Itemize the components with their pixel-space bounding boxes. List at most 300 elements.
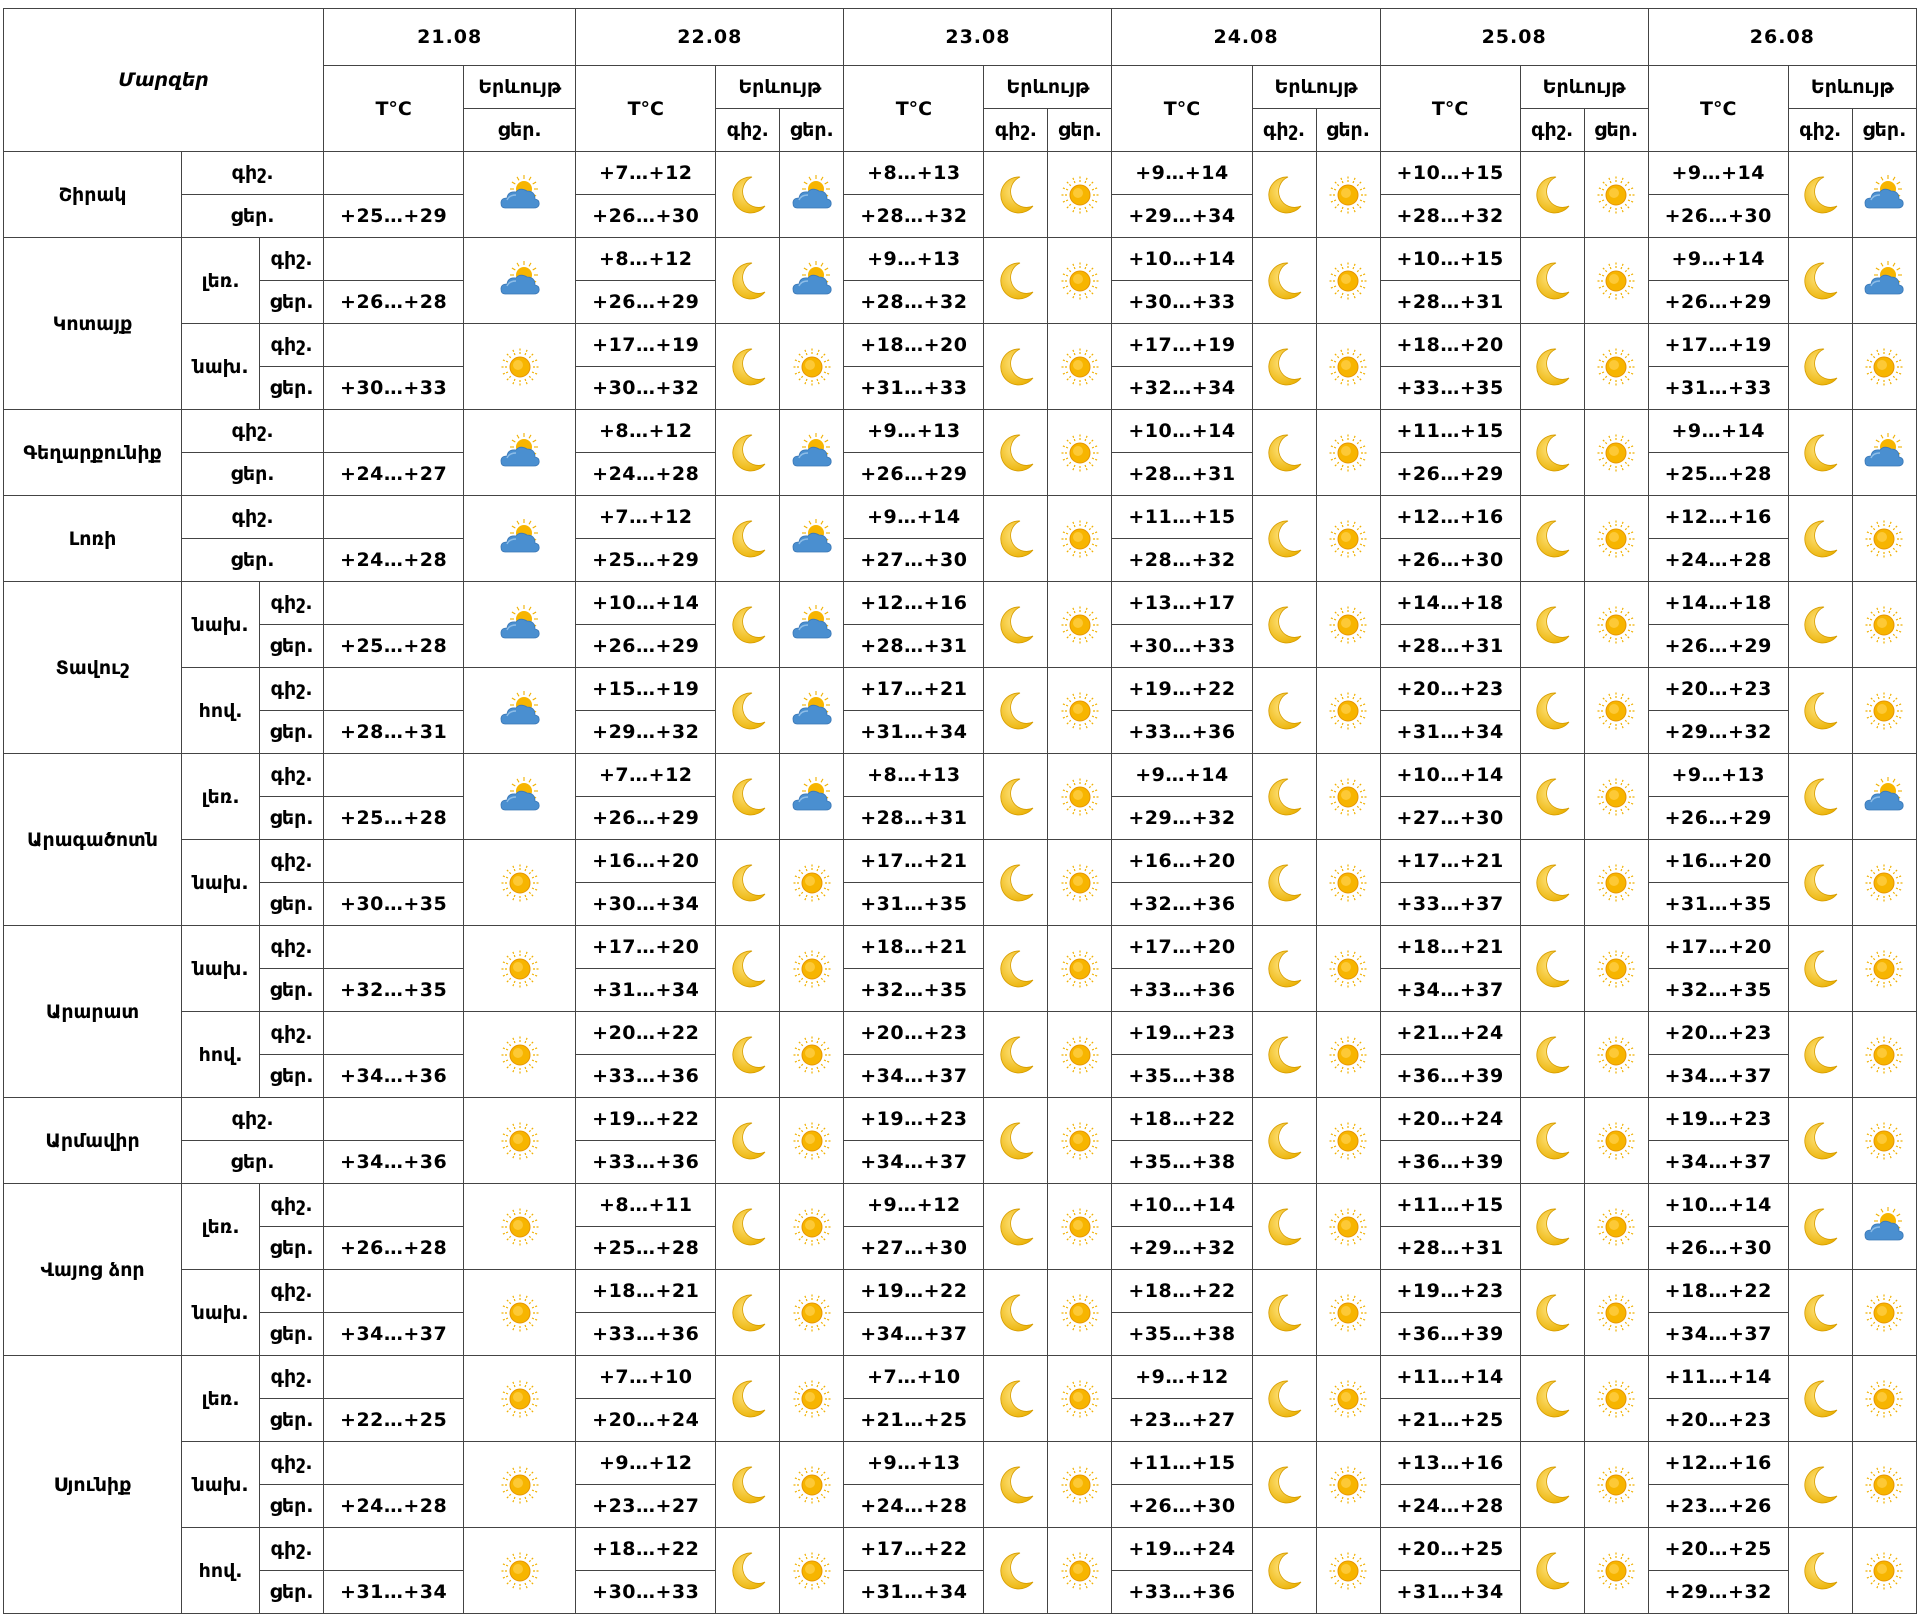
day-label: ցեր. [260, 711, 324, 754]
day-temp: +29…+34 [1112, 195, 1252, 238]
zone-name: լեռ. [182, 1356, 260, 1442]
night-phenomenon [716, 496, 780, 582]
zone-name: լեռ. [182, 754, 260, 840]
sun-icon [1593, 774, 1639, 820]
day-phenomenon [464, 840, 576, 926]
night-temp [324, 582, 464, 625]
day-label: ցեր. [182, 195, 324, 238]
moon-icon [1261, 1376, 1307, 1422]
night-subheader: գիշ. [1788, 109, 1852, 152]
sun-icon [1593, 1032, 1639, 1078]
night-phenomenon [984, 1012, 1048, 1098]
day-temp: +33…+36 [576, 1141, 716, 1184]
night-phenomenon [716, 1528, 780, 1614]
phenomenon-col-header: Երևույթ [464, 66, 576, 109]
phenomenon-col-header: Երևույթ [1252, 66, 1380, 109]
night-temp: +7…+12 [576, 754, 716, 797]
partly-cloudy-icon [1861, 258, 1907, 304]
moon-icon [993, 1118, 1039, 1164]
sun-icon [789, 860, 835, 906]
sun-icon [1593, 688, 1639, 734]
day-phenomenon [464, 410, 576, 496]
sun-icon [1325, 1204, 1371, 1250]
day-phenomenon [464, 238, 576, 324]
partly-cloudy-icon [789, 430, 835, 476]
sun-icon [497, 946, 543, 992]
night-phenomenon [984, 238, 1048, 324]
night-phenomenon [1788, 324, 1852, 410]
night-temp: +17…+21 [844, 840, 984, 883]
moon-icon [1797, 1376, 1843, 1422]
partly-cloudy-icon [497, 774, 543, 820]
day-temp: +25…+29 [576, 539, 716, 582]
night-temp: +19…+24 [1112, 1528, 1252, 1571]
night-phenomenon [716, 1270, 780, 1356]
day-phenomenon [1584, 324, 1648, 410]
night-phenomenon [984, 1528, 1048, 1614]
sun-icon [497, 1204, 543, 1250]
day-label: ցեր. [260, 1571, 324, 1614]
day-phenomenon [1852, 324, 1916, 410]
sun-icon [1057, 688, 1103, 734]
night-phenomenon [1520, 1184, 1584, 1270]
day-phenomenon [780, 1442, 844, 1528]
day-temp: +30…+33 [1112, 625, 1252, 668]
day-temp: +24…+28 [1380, 1485, 1520, 1528]
day-phenomenon [1852, 926, 1916, 1012]
day-temp: +34…+37 [844, 1055, 984, 1098]
night-temp: +18…+22 [576, 1528, 716, 1571]
night-phenomenon [716, 1442, 780, 1528]
moon-icon [1529, 1548, 1575, 1594]
sun-icon [497, 344, 543, 390]
day-phenomenon [780, 1098, 844, 1184]
moon-icon [1529, 430, 1575, 476]
temp-col-header: T°C [844, 66, 984, 152]
night-temp: +9…+14 [1112, 152, 1252, 195]
sun-icon [1325, 1118, 1371, 1164]
moon-icon [1797, 946, 1843, 992]
moon-icon [1529, 1376, 1575, 1422]
day-phenomenon [1852, 1270, 1916, 1356]
day-temp: +31…+34 [324, 1571, 464, 1614]
moon-icon [993, 688, 1039, 734]
day-phenomenon [1048, 1098, 1112, 1184]
night-label: գիշ. [260, 926, 324, 969]
night-label: գիշ. [182, 496, 324, 539]
day-phenomenon [1584, 410, 1648, 496]
night-phenomenon [1252, 410, 1316, 496]
night-phenomenon [1252, 324, 1316, 410]
region-name: Արմավիր [4, 1098, 182, 1184]
day-phenomenon [464, 1098, 576, 1184]
day-temp: +30…+33 [1112, 281, 1252, 324]
day-label: ցեր. [260, 797, 324, 840]
sun-icon [497, 1376, 543, 1422]
day-phenomenon [780, 1356, 844, 1442]
night-phenomenon [1788, 1270, 1852, 1356]
day-phenomenon [780, 840, 844, 926]
moon-icon [1797, 258, 1843, 304]
day-phenomenon [1048, 668, 1112, 754]
moon-icon [725, 860, 771, 906]
day-phenomenon [780, 1012, 844, 1098]
night-temp: +14…+18 [1648, 582, 1788, 625]
day-temp: +34…+36 [324, 1141, 464, 1184]
night-subheader: գիշ. [1252, 109, 1316, 152]
day-phenomenon [1048, 1184, 1112, 1270]
night-temp: +20…+23 [844, 1012, 984, 1055]
sun-icon [1593, 430, 1639, 476]
day-temp: +31…+33 [1648, 367, 1788, 410]
day-phenomenon [780, 1184, 844, 1270]
moon-icon [1261, 1290, 1307, 1336]
moon-icon [1529, 1118, 1575, 1164]
night-temp: +17…+19 [1648, 324, 1788, 367]
day-temp: +28…+32 [1112, 539, 1252, 582]
day-phenomenon [1584, 754, 1648, 840]
phenomenon-col-header: Երևույթ [984, 66, 1112, 109]
night-label: գիշ. [260, 582, 324, 625]
night-temp: +17…+19 [576, 324, 716, 367]
day-subheader: ցեր. [780, 109, 844, 152]
day-phenomenon [1316, 152, 1380, 238]
sun-icon [1325, 430, 1371, 476]
night-phenomenon [716, 1356, 780, 1442]
day-label: ցեր. [182, 1141, 324, 1184]
sun-icon [1593, 1548, 1639, 1594]
partly-cloudy-icon [1861, 774, 1907, 820]
day-temp: +29…+32 [1648, 1571, 1788, 1614]
region-name: Սյունիք [4, 1356, 182, 1614]
sun-icon [497, 1118, 543, 1164]
day-temp: +29…+32 [1648, 711, 1788, 754]
day-phenomenon [1048, 152, 1112, 238]
night-temp: +7…+12 [576, 496, 716, 539]
night-phenomenon [1252, 1270, 1316, 1356]
night-temp: +9…+14 [844, 496, 984, 539]
moon-icon [725, 258, 771, 304]
moon-icon [1261, 688, 1307, 734]
day-label: ցեր. [260, 1055, 324, 1098]
sun-icon [1861, 860, 1907, 906]
day-temp: +26…+29 [576, 625, 716, 668]
day-phenomenon [1316, 496, 1380, 582]
sun-icon [1057, 1204, 1103, 1250]
moon-icon [993, 1462, 1039, 1508]
night-temp [324, 410, 464, 453]
sun-icon [1861, 1032, 1907, 1078]
sun-icon [1057, 1118, 1103, 1164]
night-temp: +15…+19 [576, 668, 716, 711]
day-temp: +26…+29 [576, 281, 716, 324]
sun-icon [1325, 172, 1371, 218]
moon-icon [725, 1376, 771, 1422]
night-temp: +19…+23 [1648, 1098, 1788, 1141]
night-temp [324, 496, 464, 539]
sun-icon [789, 1204, 835, 1250]
night-temp [324, 324, 464, 367]
day-label: ցեր. [260, 281, 324, 324]
date-header: 24.08 [1112, 9, 1380, 66]
moon-icon [993, 430, 1039, 476]
day-temp: +26…+28 [324, 281, 464, 324]
night-temp [324, 926, 464, 969]
sun-icon [1325, 1290, 1371, 1336]
day-subheader: ցեր. [1584, 109, 1648, 152]
partly-cloudy-icon [497, 602, 543, 648]
moon-icon [1797, 516, 1843, 562]
day-phenomenon [1584, 1012, 1648, 1098]
night-phenomenon [1788, 582, 1852, 668]
day-phenomenon [1048, 1442, 1112, 1528]
night-temp: +16…+20 [1112, 840, 1252, 883]
day-subheader: ցեր. [1316, 109, 1380, 152]
night-phenomenon [984, 926, 1048, 1012]
night-phenomenon [716, 840, 780, 926]
sun-icon [789, 1376, 835, 1422]
moon-icon [1529, 1032, 1575, 1078]
sun-icon [1057, 774, 1103, 820]
sun-icon [789, 1548, 835, 1594]
night-temp: +16…+20 [1648, 840, 1788, 883]
day-phenomenon [1048, 496, 1112, 582]
moon-icon [993, 1548, 1039, 1594]
moon-icon [1797, 1462, 1843, 1508]
day-phenomenon [1852, 1098, 1916, 1184]
moon-icon [1529, 344, 1575, 390]
moon-icon [1797, 1032, 1843, 1078]
day-temp: +20…+24 [576, 1399, 716, 1442]
night-phenomenon [984, 1184, 1048, 1270]
day-temp: +34…+37 [1648, 1313, 1788, 1356]
region-name: Վայոց ձոր [4, 1184, 182, 1356]
night-label: գիշ. [182, 152, 324, 195]
day-temp: +34…+36 [324, 1055, 464, 1098]
night-temp [324, 840, 464, 883]
day-phenomenon [780, 582, 844, 668]
day-phenomenon [780, 152, 844, 238]
day-temp: +34…+37 [1380, 969, 1520, 1012]
moon-icon [725, 946, 771, 992]
night-temp: +17…+21 [1380, 840, 1520, 883]
day-phenomenon [780, 324, 844, 410]
day-temp: +26…+30 [1648, 195, 1788, 238]
moon-icon [725, 1032, 771, 1078]
moon-icon [1797, 1548, 1843, 1594]
day-temp: +23…+27 [576, 1485, 716, 1528]
night-phenomenon [1252, 840, 1316, 926]
partly-cloudy-icon [789, 172, 835, 218]
night-temp: +9…+14 [1112, 754, 1252, 797]
moon-icon [725, 1118, 771, 1164]
moon-icon [1529, 946, 1575, 992]
night-phenomenon [1788, 1528, 1852, 1614]
night-phenomenon [1520, 1270, 1584, 1356]
day-label: ցեր. [260, 1485, 324, 1528]
sun-icon [1325, 946, 1371, 992]
night-phenomenon [1520, 410, 1584, 496]
day-temp: +22…+25 [324, 1399, 464, 1442]
day-phenomenon [1316, 754, 1380, 840]
night-phenomenon [984, 840, 1048, 926]
moon-icon [993, 172, 1039, 218]
day-temp: +34…+37 [844, 1313, 984, 1356]
sun-icon [497, 1462, 543, 1508]
night-phenomenon [1252, 1442, 1316, 1528]
sun-icon [1861, 1376, 1907, 1422]
night-temp: +19…+22 [844, 1270, 984, 1313]
sun-icon [1861, 344, 1907, 390]
moon-icon [993, 516, 1039, 562]
night-temp: +20…+23 [1380, 668, 1520, 711]
day-temp: +26…+29 [1648, 625, 1788, 668]
moon-icon [993, 602, 1039, 648]
date-header: 25.08 [1380, 9, 1648, 66]
day-phenomenon [1852, 152, 1916, 238]
zone-name: նախ. [182, 840, 260, 926]
region-name: Շիրակ [4, 152, 182, 238]
night-phenomenon [1252, 1184, 1316, 1270]
day-temp: +28…+31 [1380, 281, 1520, 324]
night-phenomenon [1252, 1528, 1316, 1614]
night-temp: +17…+20 [576, 926, 716, 969]
partly-cloudy-icon [789, 516, 835, 562]
day-temp: +35…+38 [1112, 1313, 1252, 1356]
night-phenomenon [984, 152, 1048, 238]
phenomenon-col-header: Երևույթ [716, 66, 844, 109]
day-phenomenon [1316, 1012, 1380, 1098]
day-subheader: ցեր. [1048, 109, 1112, 152]
night-phenomenon [1520, 1012, 1584, 1098]
moon-icon [993, 344, 1039, 390]
day-temp: +28…+31 [844, 797, 984, 840]
night-phenomenon [716, 152, 780, 238]
night-phenomenon [716, 1012, 780, 1098]
day-phenomenon [1316, 238, 1380, 324]
day-phenomenon [1316, 1528, 1380, 1614]
night-phenomenon [1252, 1012, 1316, 1098]
day-label: ցեր. [260, 883, 324, 926]
day-phenomenon [1316, 1356, 1380, 1442]
sun-icon [1325, 1462, 1371, 1508]
night-phenomenon [1788, 668, 1852, 754]
day-label: ցեր. [182, 539, 324, 582]
night-phenomenon [1788, 754, 1852, 840]
day-temp: +28…+32 [844, 281, 984, 324]
day-temp: +29…+32 [576, 711, 716, 754]
night-label: գիշ. [260, 668, 324, 711]
day-temp: +36…+39 [1380, 1055, 1520, 1098]
day-temp: +33…+37 [1380, 883, 1520, 926]
night-temp: +18…+21 [1380, 926, 1520, 969]
region-name: Գեղարքունիք [4, 410, 182, 496]
moon-icon [1797, 860, 1843, 906]
sun-icon [1057, 1032, 1103, 1078]
night-phenomenon [1788, 1012, 1852, 1098]
night-phenomenon [1788, 496, 1852, 582]
sun-icon [1325, 602, 1371, 648]
sun-icon [1861, 602, 1907, 648]
moon-icon [993, 860, 1039, 906]
night-phenomenon [984, 1098, 1048, 1184]
night-temp: +17…+21 [844, 668, 984, 711]
region-name: Արարատ [4, 926, 182, 1098]
zone-name: լեռ. [182, 238, 260, 324]
day-phenomenon [1852, 238, 1916, 324]
night-phenomenon [1252, 238, 1316, 324]
night-phenomenon [1788, 1098, 1852, 1184]
zone-name: նախ. [182, 324, 260, 410]
moon-icon [993, 1290, 1039, 1336]
sun-icon [1593, 1376, 1639, 1422]
day-phenomenon [1852, 1012, 1916, 1098]
night-temp: +19…+22 [576, 1098, 716, 1141]
night-temp: +11…+15 [1380, 1184, 1520, 1227]
night-temp: +9…+13 [844, 1442, 984, 1485]
day-temp: +31…+35 [1648, 883, 1788, 926]
night-phenomenon [1788, 238, 1852, 324]
night-temp: +11…+15 [1112, 496, 1252, 539]
day-temp: +26…+30 [576, 195, 716, 238]
day-temp: +26…+29 [576, 797, 716, 840]
sun-icon [1593, 1290, 1639, 1336]
day-temp: +33…+36 [1112, 1571, 1252, 1614]
partly-cloudy-icon [497, 258, 543, 304]
night-temp [324, 1098, 464, 1141]
moon-icon [1529, 1290, 1575, 1336]
night-phenomenon [1252, 754, 1316, 840]
sun-icon [497, 1548, 543, 1594]
moon-icon [725, 344, 771, 390]
night-phenomenon [1788, 410, 1852, 496]
moon-icon [1797, 1118, 1843, 1164]
day-phenomenon [1852, 1442, 1916, 1528]
night-phenomenon [716, 754, 780, 840]
night-label: գիշ. [260, 1184, 324, 1227]
night-phenomenon [1788, 152, 1852, 238]
moon-icon [993, 258, 1039, 304]
day-temp: +28…+31 [324, 711, 464, 754]
moon-icon [1261, 1462, 1307, 1508]
partly-cloudy-icon [789, 774, 835, 820]
night-phenomenon [984, 754, 1048, 840]
night-temp: +17…+19 [1112, 324, 1252, 367]
day-temp: +31…+34 [844, 711, 984, 754]
sun-icon [1325, 860, 1371, 906]
moon-icon [1261, 860, 1307, 906]
night-phenomenon [984, 668, 1048, 754]
day-phenomenon [464, 1528, 576, 1614]
day-temp: +21…+25 [844, 1399, 984, 1442]
day-phenomenon [1852, 1356, 1916, 1442]
night-subheader: գիշ. [984, 109, 1048, 152]
day-phenomenon [1048, 324, 1112, 410]
night-phenomenon [1252, 152, 1316, 238]
night-temp [324, 1356, 464, 1399]
sun-icon [1593, 1118, 1639, 1164]
night-temp: +19…+23 [844, 1098, 984, 1141]
day-phenomenon [1584, 1098, 1648, 1184]
sun-icon [497, 1290, 543, 1336]
night-temp: +20…+25 [1648, 1528, 1788, 1571]
day-temp: +28…+31 [1112, 453, 1252, 496]
moon-icon [725, 774, 771, 820]
day-temp: +31…+35 [844, 883, 984, 926]
partly-cloudy-icon [789, 258, 835, 304]
day-phenomenon [464, 926, 576, 1012]
day-temp: +26…+28 [324, 1227, 464, 1270]
